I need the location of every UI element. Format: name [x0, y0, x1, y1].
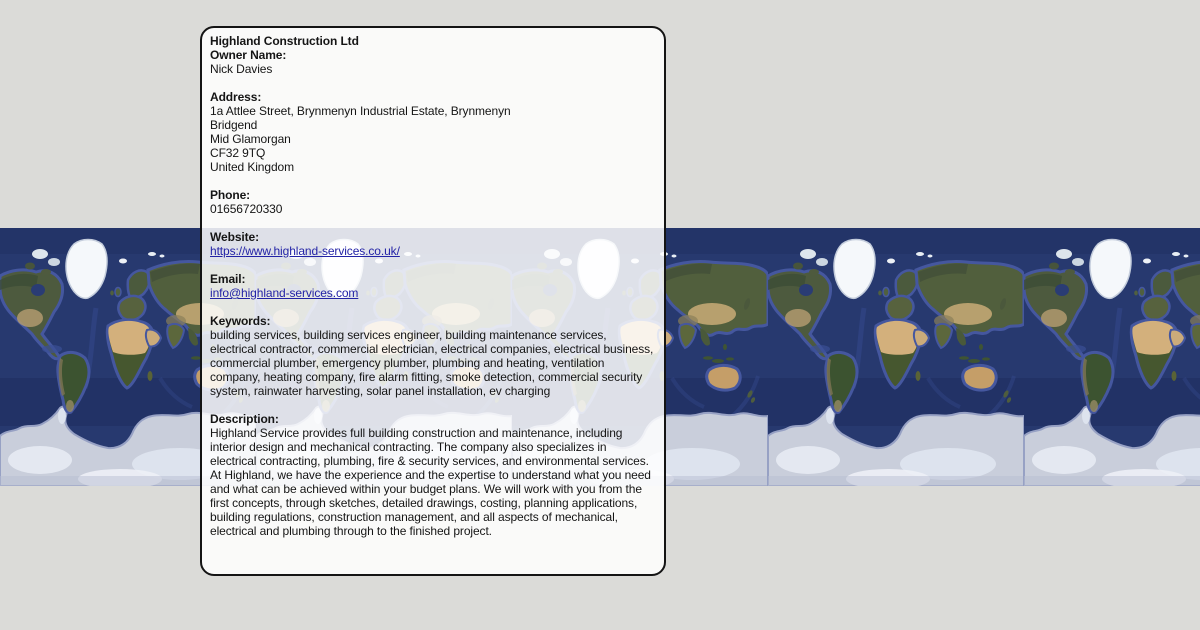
address-line: Mid Glamorgan [210, 132, 291, 146]
website-label: Website: [210, 230, 259, 244]
keywords-section [210, 314, 654, 398]
email-label: Email: [210, 272, 246, 286]
phone-number: 01656720330 [210, 202, 283, 216]
website-link[interactable]: https://www.highland-services.co.uk/ [210, 244, 400, 258]
description-paragraph: Highland Service provides full building construction and maintenance, including interior design and mechanical contracting. The company also specializes in electrical contracting, plumbing, fire & security services, and environmental services. [210, 426, 649, 468]
company-name: Highland Construction Ltd [210, 34, 359, 48]
owner-name: Nick Davies [210, 62, 273, 76]
phone-label: Phone: [210, 188, 251, 202]
address-line: United Kingdom [210, 160, 294, 174]
owner-label: Owner Name: [210, 48, 287, 62]
email-section [210, 272, 654, 300]
website-section [210, 230, 654, 258]
address-section [210, 90, 654, 174]
business-card [200, 26, 666, 576]
keywords-text: building services, building services engineer, building maintenance services, electrical contractor, commercial electrician, electrical companies, electrical business, commercial plumber, emergency plumber, plumbing and heating, ventilation company, heating company, fire alarm fitting, smoke detection, commercial security system, rainwater harvesting, solar panel installation, ev charging [210, 328, 654, 398]
address-line: Bridgend [210, 118, 258, 132]
address-line: CF32 9TQ [210, 146, 266, 160]
email-link[interactable]: info@highland-services.com [210, 286, 359, 300]
description-paragraph: At Highland, we have the experience and the expertise to understand what you need and what can be achieved within your budget plans. We will work with you from the first concepts, through sketches, detailed drawings, costing, planning applications, building regulations, construction management, and all aspects of mechanical, electrical and plumbing through to the finished project. [210, 468, 651, 538]
description-section [210, 412, 654, 538]
address-line: 1a Attlee Street, Brynmenyn Industrial Estate, Brynmenyn [210, 104, 511, 118]
keywords-label: Keywords: [210, 314, 271, 328]
description-label: Description: [210, 412, 279, 426]
address-label: Address: [210, 90, 262, 104]
phone-section [210, 188, 654, 216]
header-section [210, 34, 654, 76]
